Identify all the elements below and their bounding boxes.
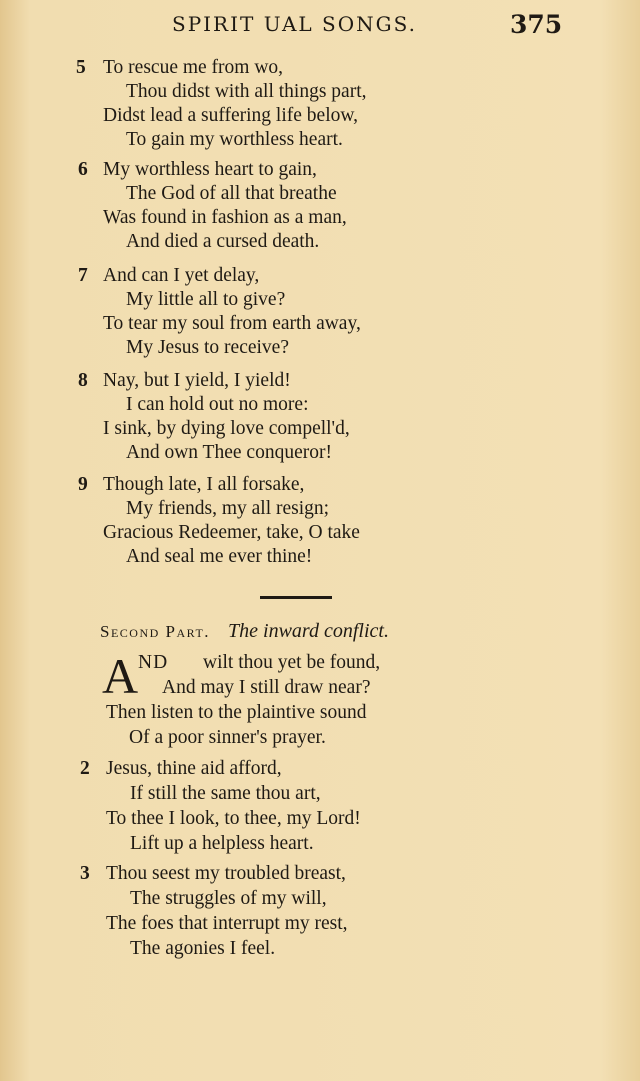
verse-line: Nay, but I yield, I yield!: [103, 370, 291, 391]
verse-line: Gracious Redeemer, take, O take: [103, 522, 360, 543]
verse-line: If still the same thou art,: [130, 783, 321, 804]
stanza-number: 7: [78, 265, 88, 286]
drop-cap: A: [102, 648, 139, 704]
verse-line: My little all to give?: [126, 289, 286, 310]
verse-line: I can hold out no more:: [126, 394, 309, 415]
verse-line: To tear my soul from earth away,: [103, 313, 361, 334]
verse-line: The agonies I feel.: [130, 938, 276, 959]
section-divider: [260, 596, 332, 599]
verse-line: To gain my worthless heart.: [126, 129, 343, 150]
verse-line: Jesus, thine aid afford,: [106, 758, 282, 779]
verse-line: And own Thee conqueror!: [126, 442, 332, 463]
verse-line: And died a cursed death.: [126, 231, 320, 252]
section-title: The inward conflict.: [228, 620, 389, 642]
verse-line: And can I yet delay,: [103, 265, 260, 286]
verse-line: Was found in fashion as a man,: [103, 207, 347, 228]
page-number: 375: [510, 10, 563, 39]
stanza-number: 8: [78, 370, 88, 391]
stanza-number: 9: [78, 474, 88, 495]
verse-line: Thou seest my troubled breast,: [106, 863, 346, 884]
verse-line: The foes that interrupt my rest,: [106, 913, 348, 934]
section-heading: [100, 620, 389, 643]
verse-line: My worthless heart to gain,: [103, 159, 317, 180]
stanza-number: 6: [78, 159, 88, 180]
verse-line: Didst lead a suffering life below,: [103, 105, 359, 126]
first-word-rest: ND: [138, 652, 169, 673]
verse-line: Of a poor sinner's prayer.: [129, 727, 326, 748]
verse-line: I sink, by dying love compell'd,: [103, 418, 350, 439]
verse-line: The God of all that breathe: [126, 183, 337, 204]
verse-line: Then listen to the plaintive sound: [106, 702, 367, 723]
verse-line: My Jesus to receive?: [126, 337, 289, 358]
section-label: Second Part.: [100, 622, 211, 641]
verse-line: Though late, I all forsake,: [103, 474, 305, 495]
verse-line: wilt thou yet be found,: [203, 652, 381, 673]
verse-line: Lift up a helpless heart.: [130, 833, 314, 854]
running-head: SPIRIT UAL SONGS.: [172, 12, 417, 36]
verse-line: And may I still draw near?: [162, 677, 371, 698]
page-header: [0, 12, 640, 42]
verse-line: And seal me ever thine!: [126, 546, 313, 567]
verse-line: To thee I look, to thee, my Lord!: [106, 808, 361, 829]
verse-line: My friends, my all resign;: [126, 498, 330, 519]
stanza-number: 5: [76, 57, 86, 78]
stanza-number: 3: [80, 863, 90, 884]
verse-line: Thou didst with all things part,: [126, 81, 367, 102]
verse-line: To rescue me from wo,: [103, 57, 284, 78]
verse-line: The struggles of my will,: [130, 888, 327, 909]
stanza-number: 2: [80, 758, 90, 779]
